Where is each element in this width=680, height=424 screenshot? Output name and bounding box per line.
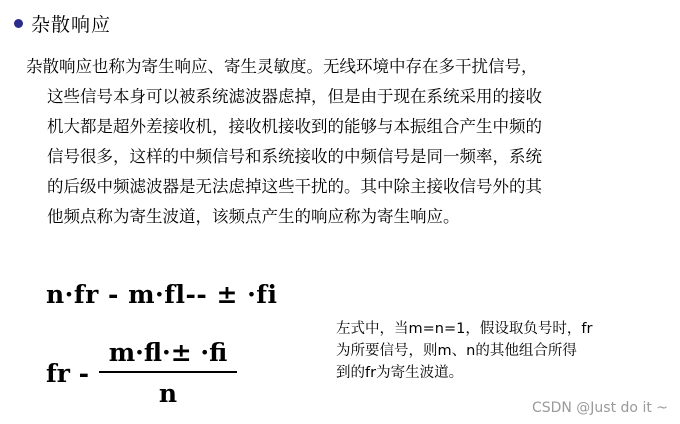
- note-line: 到的fr为寄生波道。: [336, 365, 464, 381]
- note-line: 左式中，当m=n=1，假设取负号时，fr: [336, 321, 593, 337]
- heading-title: 杂散响应: [31, 14, 112, 36]
- fraction-numerator: m·fl·± ·fi: [108, 338, 228, 367]
- watermark: CSDN @Just do it ~: [531, 400, 668, 416]
- paragraph-line: 杂散响应也称为寄生响应、寄生灵敏度。无线环境中存在多干扰信号，: [26, 57, 538, 76]
- fraction-denominator: n: [158, 379, 178, 408]
- paragraph-line: 这些信号本身可以被系统滤波器虑掉，但是由于现在系统采用的接收: [47, 87, 542, 106]
- formula-fraction: [99, 338, 237, 408]
- formula-spurious-frequency: [46, 338, 237, 408]
- formula-note: [336, 318, 676, 384]
- paragraph-line: 信号很多，这样的中频信号和系统接收的中频信号是同一频率，系统: [47, 147, 542, 166]
- paragraph-line: 机大都是超外差接收机，接收机接收到的能够与本振组合产生中频的: [47, 117, 542, 136]
- formula-spurious-condition: n·fr - m·fl-- ± ·fi: [46, 280, 278, 309]
- paragraph-line: 他频点称为寄生波道，该频点产生的响应称为寄生响应。: [47, 207, 460, 226]
- section-heading: [14, 10, 111, 37]
- paragraph-line: 的后级中频滤波器是无法虑掉这些干扰的。其中除主接收信号外的其: [47, 177, 542, 196]
- note-line: 为所要信号，则m、n的其他组合所得: [336, 343, 577, 359]
- body-paragraph: [26, 52, 666, 232]
- bullet-icon: [14, 19, 23, 28]
- formula-lhs: fr -: [46, 358, 90, 388]
